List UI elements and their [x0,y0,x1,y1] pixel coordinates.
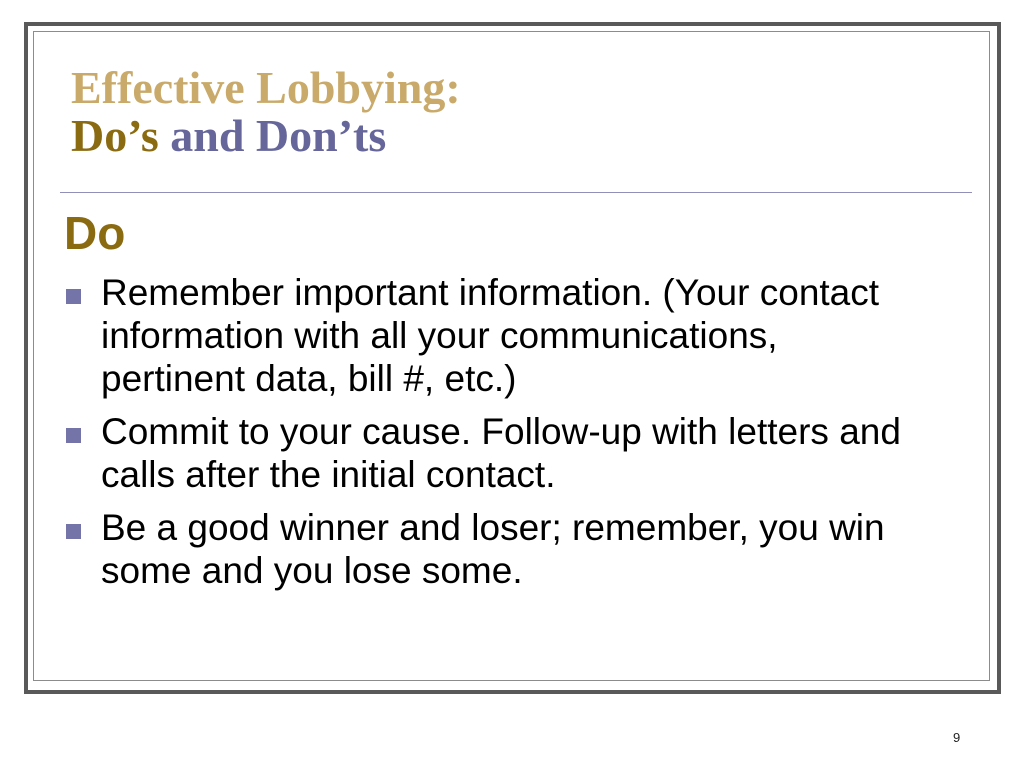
title-and-donts: and Don’ts [158,110,387,161]
square-bullet-icon [66,524,81,539]
bullet-item [64,410,924,496]
bullet-item [64,506,924,592]
page-number: 9 [953,730,961,745]
square-bullet-icon [66,428,81,443]
section-heading-do: Do [64,207,126,259]
bullet-list [64,271,924,602]
title-dos: Do’s [71,110,159,161]
bullet-text: Remember important information. (Your contact information with all your communications, pertinent data, bill #, etc.) [101,272,880,399]
title-line-2 [71,112,461,160]
bullet-text: Commit to your cause. Follow-up with letters and calls after the initial contact. [101,411,901,495]
title-line-1: Effective Lobbying: [71,62,461,113]
bullet-item [64,271,924,400]
bullet-text: Be a good winner and loser; remember, you win some and you lose some. [101,507,885,591]
square-bullet-icon [66,289,81,304]
title-divider [60,192,972,193]
slide-title [71,64,461,160]
